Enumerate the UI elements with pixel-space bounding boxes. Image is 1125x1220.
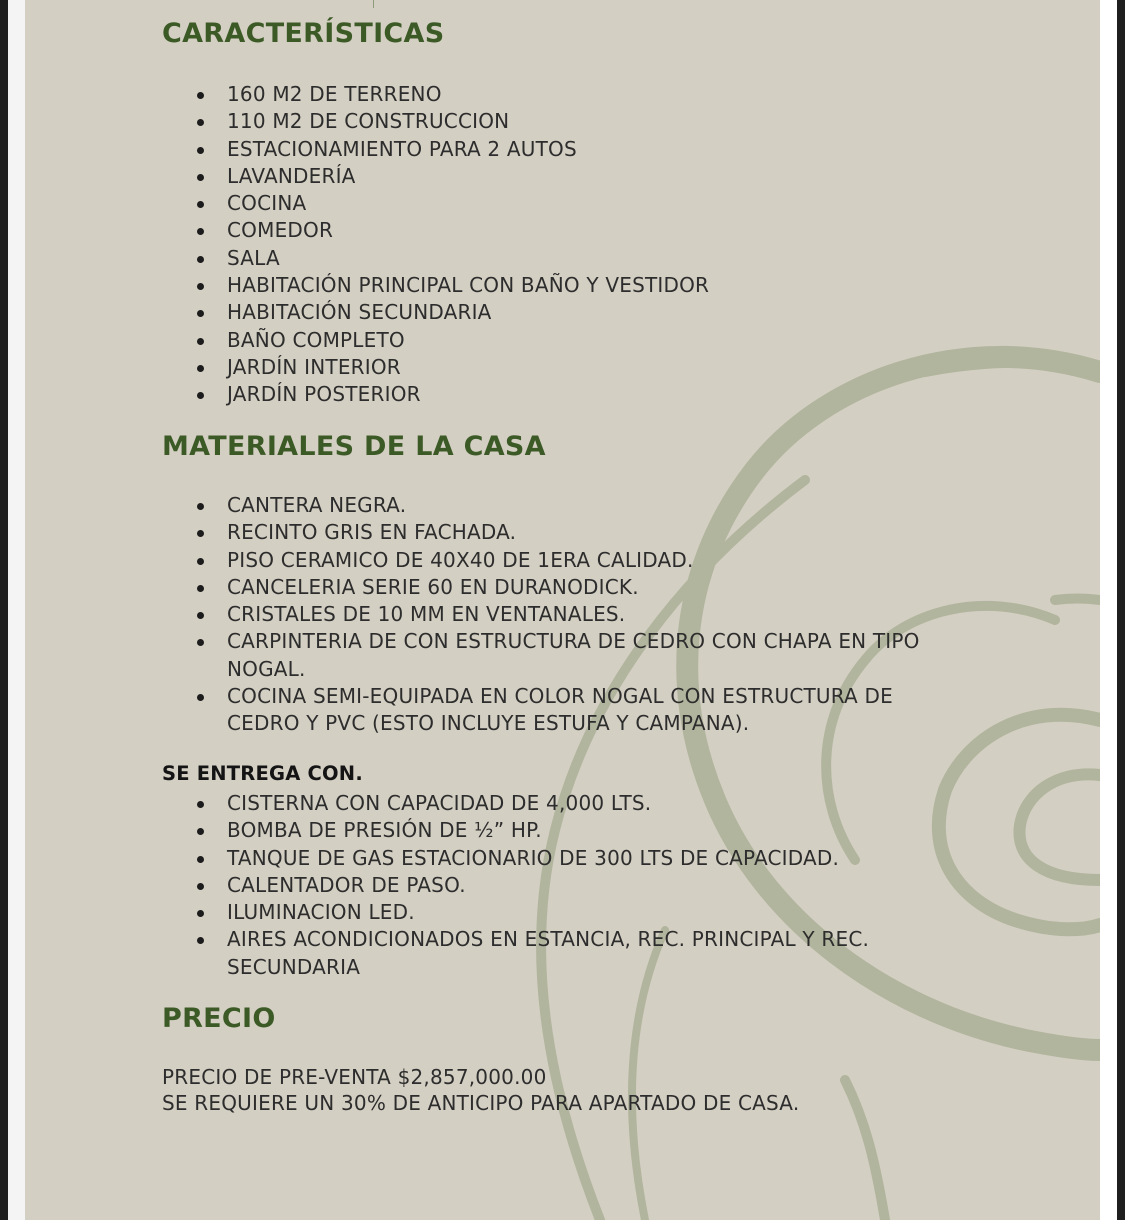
list-item: CISTERNA CON CAPACIDAD DE 4,000 LTS. [162,790,952,817]
list-item: PISO CERAMICO DE 40X40 DE 1ERA CALIDAD. [162,547,952,574]
viewer-frame-right [1117,0,1125,1220]
list-item: CRISTALES DE 10 MM EN VENTANALES. [162,601,952,628]
list-item: RECINTO GRIS EN FACHADA. [162,519,952,546]
list-caracteristicas [162,81,962,409]
list-item: BOMBA DE PRESIÓN DE ½” HP. [162,817,952,844]
deposit-text: SE REQUIERE UN 30% DE ANTICIPO PARA APARTADO DE CASA. [162,1091,800,1115]
page-margin-left [8,0,25,1220]
list-item: COCINA SEMI-EQUIPADA EN COLOR NOGAL CON ESTRUCTURA DE CEDRO Y PVC (ESTO INCLUYE ESTUFA Y CAMPANA). [162,683,952,738]
section-title-caracteristicas: CARACTERÍSTICAS [162,18,445,49]
list-item: AIRES ACONDICIONADOS EN ESTANCIA, REC. PRINCIPAL Y REC. SECUNDARIA [162,926,952,981]
list-item: BAÑO COMPLETO [162,327,962,354]
section-title-materiales: MATERIALES DE LA CASA [162,431,546,462]
price-text: PRECIO DE PRE-VENTA $2,857,000.00 [162,1065,547,1089]
list-item: COMEDOR [162,217,962,244]
list-item: CARPINTERIA DE CON ESTRUCTURA DE CEDRO CON CHAPA EN TIPO NOGAL. [162,628,952,683]
list-item: CALENTADOR DE PASO. [162,872,952,899]
list-item: CANCELERIA SERIE 60 EN DURANODICK. [162,574,952,601]
top-divider-mark [373,0,374,8]
viewer-frame-left [0,0,8,1220]
brochure-page [25,0,1100,1220]
list-item: COCINA [162,190,962,217]
section-title-entrega: SE ENTREGA CON. [162,762,363,785]
list-item: JARDÍN INTERIOR [162,354,962,381]
list-item: LAVANDERÍA [162,163,962,190]
list-item: HABITACIÓN SECUNDARIA [162,299,962,326]
list-item: ESTACIONAMIENTO PARA 2 AUTOS [162,136,962,163]
list-materiales [162,492,952,738]
list-item: 160 M2 DE TERRENO [162,81,962,108]
list-item: SALA [162,245,962,272]
section-title-precio: PRECIO [162,1003,276,1034]
list-item: ILUMINACION LED. [162,899,952,926]
list-item: CANTERA NEGRA. [162,492,952,519]
list-item: TANQUE DE GAS ESTACIONARIO DE 300 LTS DE CAPACIDAD. [162,845,952,872]
list-entrega [162,790,952,981]
list-item: JARDÍN POSTERIOR [162,381,962,408]
list-item: HABITACIÓN PRINCIPAL CON BAÑO Y VESTIDOR [162,272,962,299]
list-item: 110 M2 DE CONSTRUCCION [162,108,962,135]
